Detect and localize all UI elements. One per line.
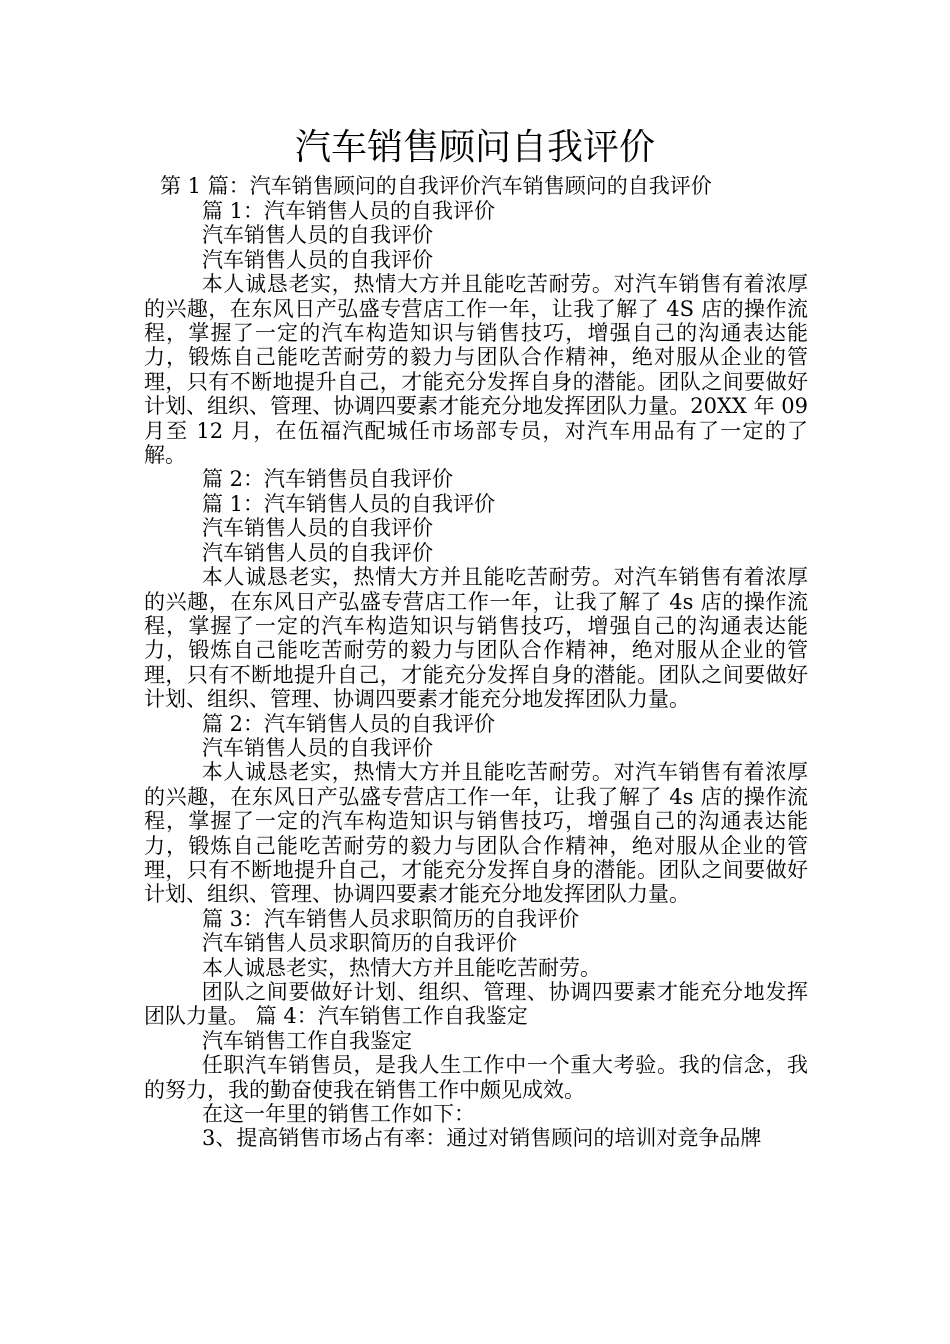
section-heading: 篇 2：汽车销售人员的自我评价 [202, 711, 496, 736]
body-paragraph: 本人诚恳老实，热情大方并且能吃苦耐劳。对汽车销售有着浓厚的兴趣，在东风日产弘盛专营店工作一年，让我了解了 4s 店的操作流程，掌握了一定的汽车构造知识与销售技巧，增强自己的沟通表达能力，锻炼自己能吃苦耐劳的毅力与团队合作精神，绝对服从企业的管理，只有不断地提升自己，才能充分发挥自身的潜能。团队之间要做好计划、组织、管理、协调四要素才能充分地发挥团队力量。 [144, 565, 808, 712]
section-heading: 汽车销售人员的自我评价 [202, 247, 433, 272]
section-heading: 篇 2：汽车销售员自我评价 [202, 467, 454, 492]
section-heading: 篇 3：汽车销售人员求职简历的自我评价 [202, 906, 580, 931]
body-paragraph: 团队之间要做好计划、组织、管理、协调四要素才能充分地发挥团队力量。 篇 4：汽车销售工作自我鉴定 [144, 980, 808, 1029]
section-heading: 汽车销售工作自我鉴定 [202, 1028, 412, 1053]
section-heading: 篇 1：汽车销售人员的自我评价 [202, 491, 496, 516]
section-heading: 汽车销售人员的自我评价 [202, 735, 433, 760]
section-heading: 汽车销售人员的自我评价 [202, 540, 433, 565]
body-paragraph: 任职汽车销售员，是我人生工作中一个重大考验。我的信念，我的努力，我的勤奋使我在销售工作中颇见成效。 [144, 1053, 808, 1102]
document-body [144, 199, 808, 1151]
document-title: 汽车销售顾问自我评价 [294, 127, 655, 168]
body-line: 在这一年里的销售工作如下： [202, 1102, 475, 1127]
section-heading: 篇 1：汽车销售人员的自我评价 [202, 199, 496, 223]
section-heading: 汽车销售人员的自我评价 [202, 223, 433, 248]
body-paragraph: 本人诚恳老实，热情大方并且能吃苦耐劳。对汽车销售有着浓厚的兴趣，在东风日产弘盛专营店工作一年，让我了解了 4S 店的操作流程，掌握了一定的汽车构造知识与销售技巧，增强自己的沟通表达能力，锻炼自己能吃苦耐劳的毅力与团队合作精神，绝对服从企业的管理，只有不断地提升自己，才能充分发挥自身的潜能。团队之间要做好计划、组织、管理、协调四要素才能充分地发挥团队力量。20XX 年 09 月至 12 月，在伍福汽配城任市场部专员，对汽车用品有了一定的了解。 [144, 272, 808, 468]
body-line: 本人诚恳老实，热情大方并且能吃苦耐劳。 [202, 955, 601, 980]
section-heading: 汽车销售人员求职简历的自我评价 [202, 931, 517, 956]
document-subtitle: 第 1 篇：汽车销售顾问的自我评价汽车销售顾问的自我评价 [160, 174, 712, 198]
body-paragraph: 本人诚恳老实，热情大方并且能吃苦耐劳。对汽车销售有着浓厚的兴趣，在东风日产弘盛专营店工作一年，让我了解了 4s 店的操作流程，掌握了一定的汽车构造知识与销售技巧，增强自己的沟通表达能力，锻炼自己能吃苦耐劳的毅力与团队合作精神，绝对服从企业的管理，只有不断地提升自己，才能充分发挥自身的潜能。团队之间要做好计划、组织、管理、协调四要素才能充分地发挥团队力量。 [144, 760, 808, 907]
section-heading: 汽车销售人员的自我评价 [202, 516, 433, 541]
body-line: 3、提高销售市场占有率：通过对销售顾问的培训对竞争品牌 [202, 1126, 762, 1151]
